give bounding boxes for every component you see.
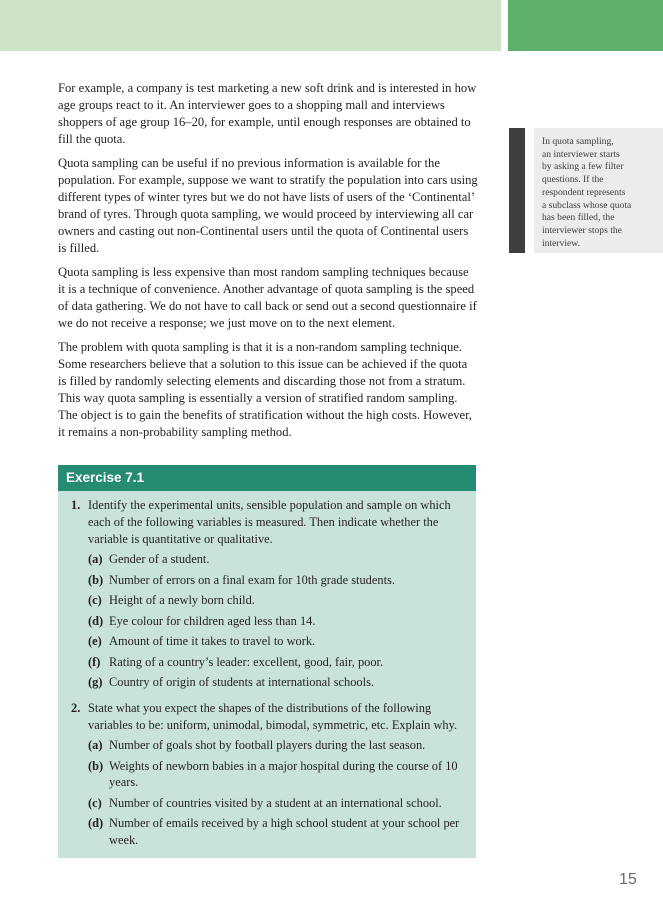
- question-part: [58, 633, 476, 650]
- part-text: Number of emails received by a high school student at your school per week.: [109, 816, 460, 848]
- part-text: Number of countries visited by a student at an international school.: [109, 795, 442, 810]
- header-band-dark: [508, 0, 663, 51]
- part-label: (d): [88, 816, 104, 831]
- question-part: [58, 815, 476, 849]
- part-label: (c): [88, 795, 102, 810]
- paragraph: Quota sampling can be useful if no previous information is available for the population. For example, suppose we want to stratify the population into cars using different types of winter tyres but we do not have lists of users of the ‘Continental’ brand of tyres. Through quota sampling, we would proceed by interviewing all car owners and casting out non-Continental users until the quota of Continental users is filled.: [58, 156, 478, 255]
- part-label: (b): [88, 572, 104, 587]
- margin-note-line: has been filled, the: [542, 212, 615, 224]
- part-text: Rating of a country’s leader: excellent, good, fair, poor.: [109, 654, 384, 669]
- exercise-question: [58, 497, 476, 691]
- page-number: 15: [619, 871, 637, 888]
- paragraph: Quota sampling is less expensive than most random sampling techniques because it is a technique of convenience. Another advantage of quota sampling is the speed of data gathering. We do not have to call back or send out a second questionnaire if we do not receive a response; we just move on to the next element.: [58, 265, 477, 330]
- question-part: [58, 592, 476, 609]
- exercise-question: [58, 700, 476, 849]
- part-text: Number of goals shot by football players during the last season.: [109, 738, 426, 753]
- exercise-title: Exercise 7.1: [58, 465, 476, 491]
- question-number: 1.: [71, 498, 81, 512]
- paragraph: For example, a company is test marketing a new soft drink and is interested in how age groups react to it. An interviewer goes to a shopping mall and interviews shoppers of age group 16–20, for example, until enough responses are obtained to fill the quota.: [58, 81, 477, 146]
- question-text: Identify the experimental units, sensible population and sample on which each of the following variables is measured. Then indicate whether the variable is quantitative or qualitative.: [88, 498, 451, 546]
- question-text: State what you expect the shapes of the distributions of the following variables to be: uniform, unimodal, bimodal, symmetric, etc. Explain why.: [88, 700, 458, 732]
- margin-note-line: interview.: [542, 237, 581, 249]
- main-text: [58, 80, 478, 448]
- margin-note-line: an interviewer starts: [542, 148, 620, 160]
- header-band-light: [0, 0, 501, 51]
- part-label: (g): [88, 674, 103, 689]
- part-label: (b): [88, 758, 104, 773]
- part-text: Number of errors on a final exam for 10th grade students.: [109, 572, 395, 587]
- part-text: Height of a newly born child.: [109, 593, 255, 608]
- margin-note-line: interviewer stops the: [542, 224, 622, 236]
- part-label: (a): [88, 738, 103, 753]
- paragraph: The problem with quota sampling is that it is a non-random sampling technique. Some researchers believe that a solution to this issue can be achieved if the quota is filled by randomly selecting elements and discarding those not from a stratum. This way quota sampling is essentially a version of stratified random sampling. The object is to gain the benefits of stratification without the high costs. However, it remains a non-probability sampling method.: [58, 340, 472, 439]
- part-label: (c): [88, 593, 102, 608]
- margin-note-line: In quota sampling,: [542, 136, 614, 147]
- margin-note: [534, 128, 663, 253]
- question-part: [58, 572, 476, 589]
- part-text: Gender of a student.: [109, 552, 210, 567]
- margin-note-line: respondent represents: [542, 186, 626, 198]
- part-text: Country of origin of students at international schools.: [109, 674, 374, 689]
- question-part: [58, 654, 476, 671]
- part-label: (e): [88, 634, 102, 649]
- margin-note-line: by asking a few filter: [542, 161, 624, 173]
- part-label: (a): [88, 552, 103, 567]
- part-label: (d): [88, 613, 104, 628]
- question-number: 2.: [71, 700, 81, 715]
- part-text: Weights of newborn babies in a major hospital during the course of 10 years.: [109, 758, 458, 790]
- margin-note-line: a subclass whose quota: [542, 199, 632, 211]
- margin-note-line: questions. If the: [542, 174, 604, 186]
- exercise-box: [58, 465, 476, 858]
- question-part: [58, 674, 476, 691]
- question-part: [58, 795, 476, 812]
- question-part: [58, 758, 476, 792]
- question-part: [58, 551, 476, 568]
- question-part: [58, 613, 476, 630]
- part-text: Eye colour for children aged less than 14.: [109, 613, 316, 628]
- question-part: [58, 737, 476, 754]
- margin-note-bar: [509, 128, 525, 253]
- part-label: (f): [88, 654, 101, 669]
- part-text: Amount of time it takes to travel to work.: [109, 634, 316, 649]
